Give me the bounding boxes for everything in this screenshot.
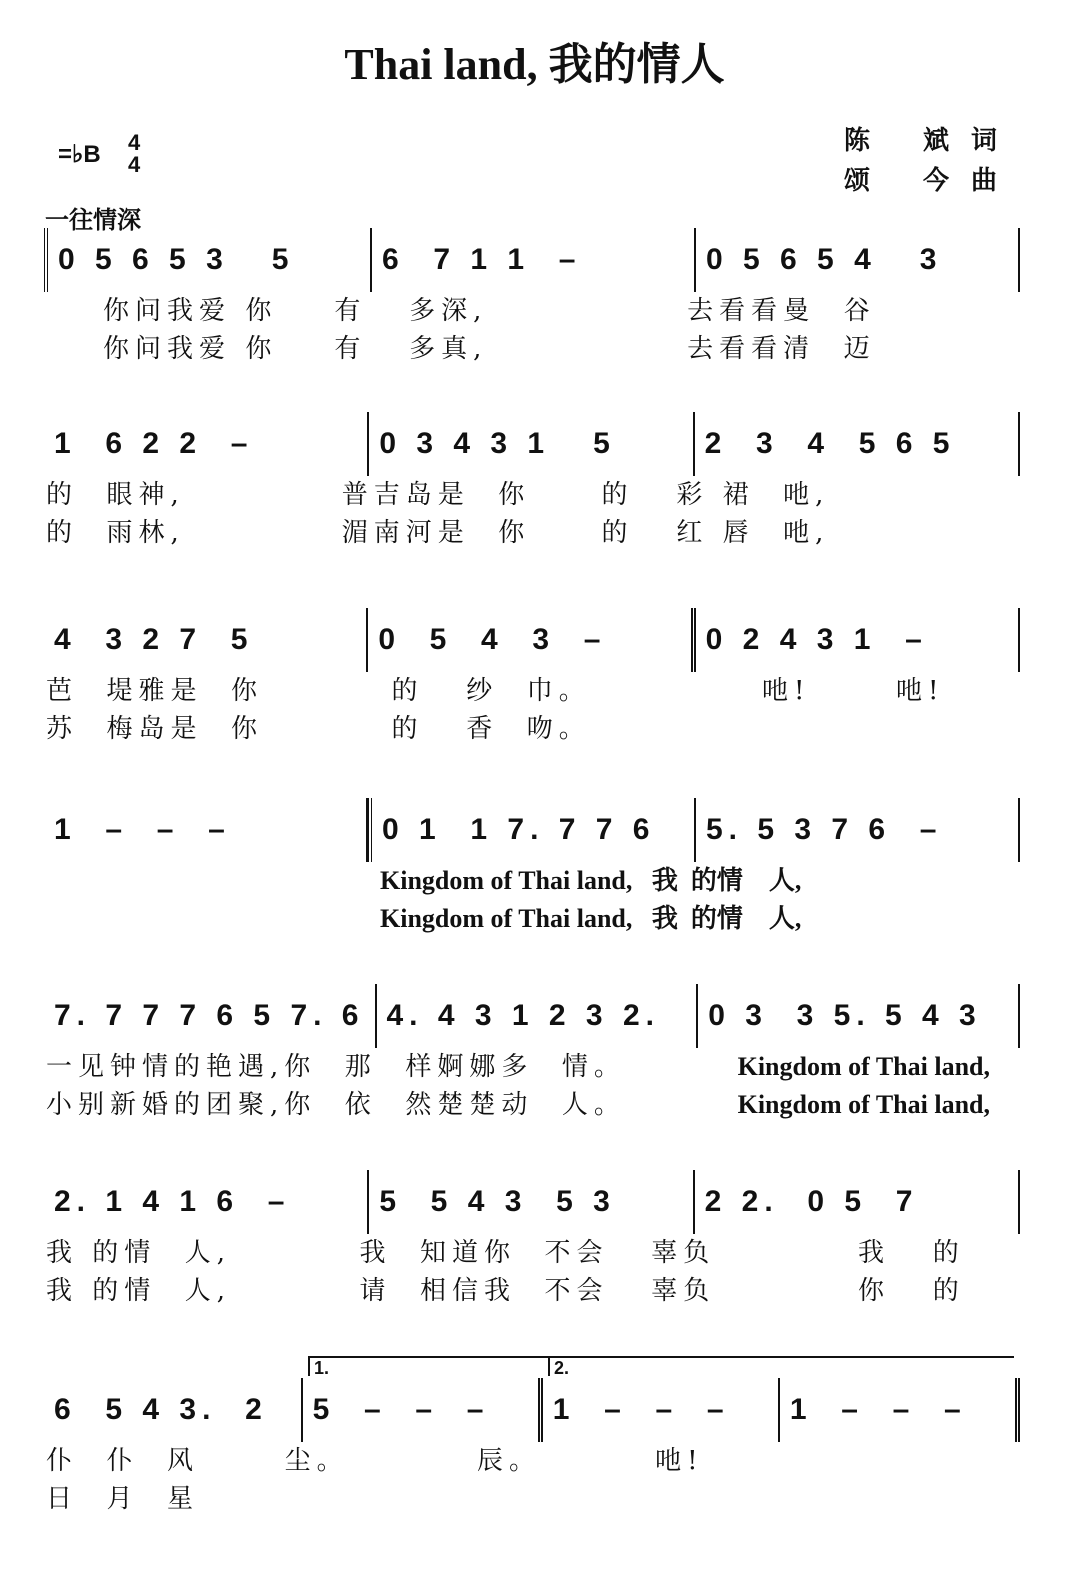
measure [696, 798, 1020, 862]
system-2 [44, 412, 1020, 552]
notes: 6 7 1 1 – [382, 243, 582, 276]
notes: 1 – – – [789, 1393, 967, 1426]
key-signature: =♭B [58, 141, 101, 168]
lyric-verse-1-en: Kingdom of Thai land, [737, 1052, 990, 1081]
measure [369, 412, 694, 476]
lyric-verse-2: 我 的情 人, 请 相信我 不会 辜负 你 的 [46, 1276, 965, 1306]
notes: 6 5 4 3. 2 [54, 1393, 268, 1426]
measure [368, 608, 695, 672]
lyricist-credit: 陈 斌词 [843, 126, 1019, 156]
system-6 [44, 1170, 1020, 1310]
lyric-verse-2: 你问我爱 你 有 多真, 去看看清 迈 [46, 334, 876, 364]
notes: 1 – – – [552, 1393, 730, 1426]
system-3 [44, 608, 1020, 748]
measure [44, 228, 372, 292]
notes: 0 3 3 5. 5 4 3 [708, 999, 982, 1032]
system-4 [44, 798, 1020, 938]
notes: 1 6 2 2 – [54, 427, 254, 460]
tempo-marking: 一往情深 [45, 205, 141, 234]
staff [44, 1378, 1020, 1442]
notes: 2 2. 0 5 7 [704, 1185, 919, 1218]
measure [696, 608, 1020, 672]
notes: 0 5 6 5 4 3 [706, 243, 943, 276]
measure [303, 1378, 543, 1442]
notes: 2 3 4 5 6 5 [704, 427, 956, 460]
lyric-verse-1: 一见钟情的艳遇,你 那 样婀娜多 情。 [46, 1052, 626, 1082]
lyric-verse-1: 仆 仆 风 尘。 辰。 吔! [46, 1446, 704, 1476]
lyric-verse-1: 芭 堤雅是 你 的 纱 巾。 吔! 吔! [46, 676, 945, 706]
notes: 0 1 1 7. 7 7 6 [382, 813, 656, 846]
notes: 5 5 4 3 5 3 [379, 1185, 616, 1218]
notes: 5. 5 3 7 6 – [706, 813, 943, 846]
notes: 7. 7 7 7 6 5 7. 6 [54, 999, 365, 1032]
lyric-verse-2: 苏 梅岛是 你 的 香 吻。 [46, 714, 591, 744]
staff [44, 984, 1020, 1048]
measure [44, 608, 368, 672]
song-title: Thai land, 我的情人 [344, 40, 725, 89]
staff [44, 608, 1020, 672]
measure [44, 984, 377, 1048]
lyric-verse-2: 的 雨林, 湄南河是 你 的 红 唇 吔, [46, 518, 830, 548]
measure [698, 984, 1020, 1048]
volta-first-ending: 1. [308, 1356, 550, 1376]
measure [44, 798, 368, 862]
notes: 1 – – – [54, 813, 231, 846]
staff [44, 1170, 1020, 1234]
staff [44, 798, 1020, 862]
measure [377, 984, 699, 1048]
system-5 [44, 984, 1020, 1124]
measure [695, 412, 1020, 476]
notes: 4. 4 3 1 2 3 2. [386, 999, 660, 1032]
time-signature-bottom: 4 [128, 152, 141, 177]
notes: 0 2 4 3 1 – [705, 623, 928, 656]
time-signature-top: 4 [128, 130, 141, 155]
notes: 0 5 4 3 – [378, 623, 607, 656]
composer-credit: 颂 今曲 [843, 166, 1019, 196]
measure [372, 228, 696, 292]
lyric-verse-1: 的 眼神, 普吉岛是 你 的 彩 裙 吔, [46, 480, 830, 510]
lyric-verse-1: 我 的情 人, 我 知道你 不会 辜负 我 的 [46, 1238, 965, 1268]
lyric-verse-2: Kingdom of Thai land, 我 的情 人, [380, 904, 802, 933]
lyric-line-2 [44, 1086, 1020, 1124]
notes: 5 – – – [312, 1393, 490, 1426]
staff [44, 228, 1020, 292]
volta-second-ending: 2. [548, 1356, 1014, 1376]
measure [696, 228, 1020, 292]
lyric-verse-2: 小别新婚的团聚,你 依 然楚楚动 人。 [46, 1090, 626, 1120]
measure [695, 1170, 1020, 1234]
lyric-verse-1: 你问我爱 你 有 多深, 去看看曼 谷 [46, 296, 876, 326]
time-signature [128, 132, 140, 176]
notes: 0 3 4 3 1 5 [379, 427, 616, 460]
staff [44, 412, 1020, 476]
lyric-line-1 [44, 1048, 1020, 1086]
system-7 [44, 1358, 1020, 1518]
measure [368, 798, 696, 862]
system-1 [44, 228, 1020, 368]
measure [44, 1378, 303, 1442]
measure [44, 412, 369, 476]
lyric-verse-2: 日 月 星 [46, 1484, 200, 1514]
measure [44, 1170, 369, 1234]
lyric-verse-1: Kingdom of Thai land, 我 的情 人, [380, 866, 802, 895]
measure [780, 1378, 1020, 1442]
notes: 4 3 2 7 5 [54, 623, 254, 656]
measure [543, 1378, 780, 1442]
notes: 0 5 6 5 3 5 [58, 243, 295, 276]
lyric-verse-2-en: Kingdom of Thai land, [737, 1090, 990, 1119]
notes: 2. 1 4 1 6 – [54, 1185, 291, 1218]
measure [369, 1170, 694, 1234]
